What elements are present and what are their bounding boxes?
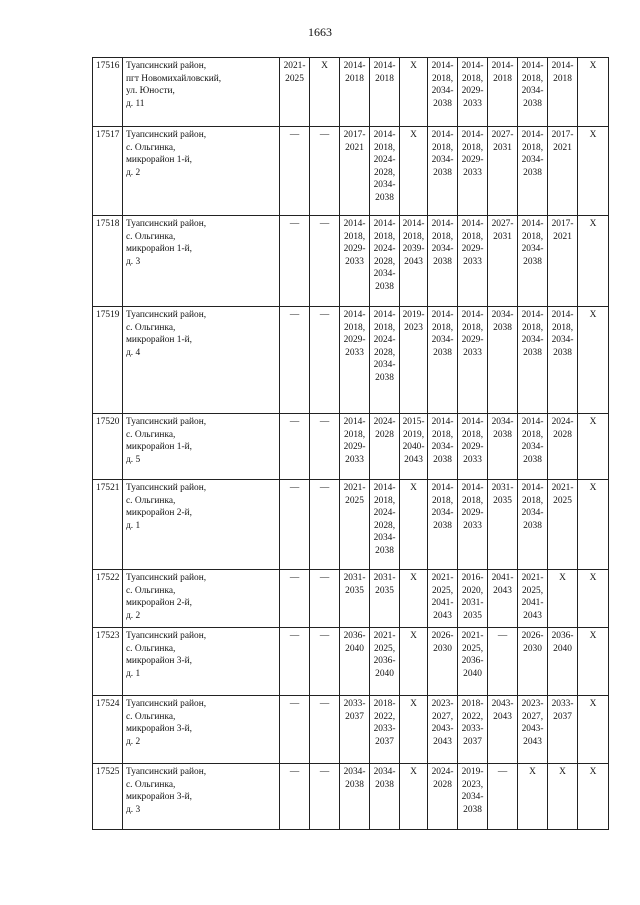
- period-cell: [458, 570, 488, 628]
- address-text: Туапсинский район, пгт Новомихайловский, ул. Юности, д. 11: [126, 61, 222, 109]
- period-text: —: [319, 417, 330, 427]
- period-cell: [370, 764, 400, 830]
- period-text: 2018- 2022, 2033- 2037: [373, 699, 396, 747]
- period-cell: [458, 307, 488, 414]
- period-text: 2014- 2018, 2034- 2038: [431, 61, 454, 109]
- period-text: 2026- 2030: [431, 631, 454, 654]
- period-text: 2014- 2018, 2034- 2038: [521, 219, 544, 267]
- period-cell: [548, 414, 578, 480]
- period-text: 2021- 2025, 2036- 2040: [373, 631, 396, 679]
- period-cell: [578, 216, 609, 307]
- period-text: 2014- 2018, 2024- 2028, 2034- 2038: [373, 310, 396, 383]
- period-cell: [340, 696, 370, 764]
- table-row: [93, 414, 609, 480]
- period-cell: [488, 696, 518, 764]
- address-cell: [123, 570, 280, 628]
- period-text: 2014- 2018, 2029- 2033: [461, 130, 484, 178]
- period-text: —: [289, 573, 300, 583]
- period-text: 2014- 2018, 2029- 2033: [461, 417, 484, 465]
- period-cell: [340, 58, 370, 127]
- period-cell: [370, 570, 400, 628]
- period-cell: [578, 414, 609, 480]
- period-text: 2016- 2020, 2031- 2035: [461, 573, 484, 621]
- period-cell: [518, 628, 548, 696]
- period-cell: [340, 127, 370, 216]
- period-cell: [310, 480, 340, 570]
- period-cell: [518, 764, 548, 830]
- period-text: 2014- 2018, 2034- 2038: [431, 219, 454, 267]
- period-text: X: [589, 631, 597, 641]
- period-text: X: [589, 130, 597, 140]
- period-text: 2021- 2025, 2036- 2040: [461, 631, 484, 679]
- period-text: 2031- 2035: [491, 483, 514, 506]
- period-cell: [488, 628, 518, 696]
- period-text: 2014- 2018, 2034- 2038: [521, 61, 544, 109]
- row-number: 17521: [93, 480, 123, 570]
- period-text: 2019- 2023: [402, 310, 425, 333]
- period-text: —: [289, 417, 300, 427]
- period-text: 2021- 2025, 2041- 2043: [431, 573, 454, 621]
- period-text: 2017- 2021: [551, 219, 574, 242]
- period-text: —: [289, 310, 300, 320]
- period-text: X: [589, 767, 597, 777]
- period-cell: [488, 216, 518, 307]
- address-cell: [123, 58, 280, 127]
- period-text: 2017- 2021: [343, 130, 366, 153]
- period-text: 2014- 2018, 2029- 2033: [343, 417, 366, 465]
- address-text: Туапсинский район, с. Ольгинка, микрорайон 2-й, д. 1: [126, 483, 207, 531]
- period-text: 2014- 2018, 2034- 2038: [431, 310, 454, 358]
- period-text: 2036- 2040: [343, 631, 366, 654]
- period-cell: [458, 216, 488, 307]
- row-number: 17524: [93, 696, 123, 764]
- period-text: 2033- 2037: [551, 699, 574, 722]
- period-cell: [400, 58, 428, 127]
- period-text: —: [319, 219, 330, 229]
- address-cell: [123, 696, 280, 764]
- period-cell: [310, 307, 340, 414]
- period-text: 2036- 2040: [551, 631, 574, 654]
- address-cell: [123, 480, 280, 570]
- period-cell: [548, 127, 578, 216]
- period-cell: [310, 58, 340, 127]
- table-row: [93, 216, 609, 307]
- period-cell: [548, 628, 578, 696]
- period-cell: [548, 58, 578, 127]
- row-number: 17517: [93, 127, 123, 216]
- address-text: Туапсинский район, с. Ольгинка, микрорайон 1-й, д. 4: [126, 310, 207, 358]
- period-cell: [428, 414, 458, 480]
- period-text: 2014- 2018: [373, 61, 396, 84]
- period-cell: [488, 127, 518, 216]
- period-text: X: [589, 61, 597, 71]
- period-cell: [370, 480, 400, 570]
- period-text: 2014- 2018, 2024- 2028, 2034- 2038: [373, 130, 396, 203]
- period-text: 2014- 2018, 2029- 2033: [461, 61, 484, 109]
- period-cell: [340, 307, 370, 414]
- period-cell: [370, 414, 400, 480]
- period-text: 2014- 2018, 2034- 2038: [521, 483, 544, 531]
- address-text: Туапсинский район, с. Ольгинка, микрорайон 3-й, д. 2: [126, 699, 207, 747]
- period-text: 2043- 2043: [491, 699, 514, 722]
- period-cell: [340, 764, 370, 830]
- period-cell: [428, 480, 458, 570]
- period-text: 2034- 2038: [491, 310, 514, 333]
- period-cell: [310, 570, 340, 628]
- period-cell: [280, 216, 310, 307]
- period-cell: [400, 414, 428, 480]
- period-text: —: [319, 483, 330, 493]
- period-text: 2021- 2025, 2041- 2043: [521, 573, 544, 621]
- period-text: 2034- 2038: [343, 767, 366, 790]
- period-text: —: [319, 767, 330, 777]
- period-cell: [370, 216, 400, 307]
- period-cell: [518, 696, 548, 764]
- period-cell: [428, 307, 458, 414]
- period-cell: [370, 307, 400, 414]
- period-cell: [428, 216, 458, 307]
- period-text: X: [410, 61, 417, 71]
- period-cell: [280, 764, 310, 830]
- period-text: X: [410, 483, 417, 493]
- period-cell: [578, 58, 609, 127]
- table-row: [93, 696, 609, 764]
- period-cell: [518, 480, 548, 570]
- period-text: —: [289, 130, 300, 140]
- period-text: 2026- 2030: [521, 631, 544, 654]
- period-cell: [310, 628, 340, 696]
- period-text: 2014- 2018: [343, 61, 366, 84]
- address-cell: [123, 628, 280, 696]
- period-text: X: [589, 573, 597, 583]
- address-text: Туапсинский район, с. Ольгинка, микрорайон 2-й, д. 2: [126, 573, 207, 621]
- period-cell: [518, 127, 548, 216]
- period-cell: [518, 570, 548, 628]
- period-cell: [518, 414, 548, 480]
- row-number: 17519: [93, 307, 123, 414]
- period-text: —: [319, 573, 330, 583]
- period-cell: [458, 414, 488, 480]
- period-cell: [488, 764, 518, 830]
- period-cell: [340, 216, 370, 307]
- period-cell: [488, 58, 518, 127]
- period-cell: [548, 696, 578, 764]
- period-cell: [578, 764, 609, 830]
- address-cell: [123, 764, 280, 830]
- period-cell: [340, 480, 370, 570]
- period-text: 2018- 2022, 2033- 2037: [461, 699, 484, 747]
- period-cell: [428, 764, 458, 830]
- period-cell: [280, 58, 310, 127]
- period-text: —: [289, 483, 300, 493]
- period-cell: [518, 58, 548, 127]
- period-cell: [578, 696, 609, 764]
- schedule-table: [92, 57, 609, 830]
- address-text: Туапсинский район, с. Ольгинка, микрорайон 1-й, д. 2: [126, 130, 207, 178]
- period-cell: [400, 764, 428, 830]
- address-cell: [123, 127, 280, 216]
- period-text: 2021- 2025: [551, 483, 574, 506]
- period-text: 2014- 2018, 2029- 2033: [343, 310, 366, 358]
- period-cell: [280, 480, 310, 570]
- period-text: 2021- 2025: [283, 61, 306, 84]
- period-text: X: [589, 699, 597, 709]
- period-text: 2024- 2028: [431, 767, 454, 790]
- period-cell: [548, 764, 578, 830]
- table-row: [93, 764, 609, 830]
- period-cell: [548, 480, 578, 570]
- period-cell: [400, 480, 428, 570]
- period-cell: [310, 414, 340, 480]
- period-text: X: [589, 417, 597, 427]
- period-text: X: [410, 767, 417, 777]
- period-cell: [340, 628, 370, 696]
- period-text: 2014- 2018, 2024- 2028, 2034- 2038: [373, 219, 396, 292]
- period-text: X: [559, 767, 566, 777]
- period-cell: [428, 628, 458, 696]
- period-cell: [280, 307, 310, 414]
- table-row: [93, 570, 609, 628]
- period-cell: [488, 414, 518, 480]
- period-text: 2014- 2018, 2029- 2033: [461, 483, 484, 531]
- period-cell: [518, 307, 548, 414]
- period-cell: [458, 480, 488, 570]
- period-text: 2024- 2028: [373, 417, 396, 440]
- period-text: —: [289, 767, 300, 777]
- address-text: Туапсинский район, с. Ольгинка, микрорайон 1-й, д. 5: [126, 417, 207, 465]
- period-text: 2024- 2028: [551, 417, 574, 440]
- period-text: X: [410, 130, 417, 140]
- period-cell: [578, 628, 609, 696]
- period-text: —: [319, 130, 330, 140]
- period-cell: [400, 307, 428, 414]
- period-cell: [340, 414, 370, 480]
- period-text: —: [289, 699, 300, 709]
- period-text: 2023- 2027, 2043- 2043: [521, 699, 544, 747]
- period-text: 2034- 2038: [373, 767, 396, 790]
- period-text: 2034- 2038: [491, 417, 514, 440]
- period-cell: [370, 696, 400, 764]
- period-text: 2021- 2025: [343, 483, 366, 506]
- period-cell: [578, 570, 609, 628]
- period-text: 2027- 2031: [491, 130, 514, 153]
- address-text: Туапсинский район, с. Ольгинка, микрорайон 3-й, д. 1: [126, 631, 207, 679]
- period-text: 2031- 2035: [373, 573, 396, 596]
- period-cell: [370, 58, 400, 127]
- table-row: [93, 628, 609, 696]
- period-text: 2014- 2018, 2029- 2033: [461, 310, 484, 358]
- period-cell: [428, 696, 458, 764]
- table-row: [93, 307, 609, 414]
- period-cell: [488, 480, 518, 570]
- period-text: —: [319, 631, 330, 641]
- period-cell: [280, 696, 310, 764]
- period-text: —: [289, 631, 300, 641]
- period-text: —: [289, 219, 300, 229]
- period-text: 2014- 2018, 2034- 2038: [431, 417, 454, 465]
- period-cell: [400, 628, 428, 696]
- period-cell: [578, 307, 609, 414]
- row-number: 17520: [93, 414, 123, 480]
- period-cell: [310, 696, 340, 764]
- period-text: X: [410, 699, 417, 709]
- period-cell: [428, 58, 458, 127]
- period-text: 2027- 2031: [491, 219, 514, 242]
- period-cell: [400, 216, 428, 307]
- period-cell: [280, 628, 310, 696]
- period-text: —: [319, 310, 330, 320]
- period-text: 2014- 2018, 2034- 2038: [521, 310, 544, 358]
- period-cell: [310, 216, 340, 307]
- address-cell: [123, 216, 280, 307]
- period-text: 2014- 2018, 2029- 2033: [461, 219, 484, 267]
- period-text: 2014- 2018, 2034- 2038: [551, 310, 574, 358]
- period-cell: [458, 628, 488, 696]
- period-text: X: [589, 483, 597, 493]
- period-text: 2014- 2018, 2024- 2028, 2034- 2038: [373, 483, 396, 556]
- period-text: X: [410, 573, 417, 583]
- table-row: [93, 58, 609, 127]
- period-cell: [488, 570, 518, 628]
- period-cell: [578, 127, 609, 216]
- period-text: 2023- 2027, 2043- 2043: [431, 699, 454, 747]
- period-cell: [280, 127, 310, 216]
- period-cell: [458, 127, 488, 216]
- period-text: 2014- 2018, 2034- 2038: [521, 130, 544, 178]
- address-text: Туапсинский район, с. Ольгинка, микрорайон 1-й, д. 3: [126, 219, 207, 267]
- address-cell: [123, 307, 280, 414]
- period-text: 2019- 2023, 2034- 2038: [461, 767, 484, 815]
- period-cell: [400, 570, 428, 628]
- period-text: X: [321, 61, 328, 71]
- period-cell: [548, 307, 578, 414]
- address-text: Туапсинский район, с. Ольгинка, микрорайон 3-й, д. 3: [126, 767, 207, 815]
- period-text: 2014- 2018: [491, 61, 514, 84]
- period-text: 2015- 2019, 2040- 2043: [402, 417, 425, 465]
- page-number: 1663: [308, 25, 332, 39]
- period-cell: [310, 764, 340, 830]
- period-cell: [340, 570, 370, 628]
- period-text: 2014- 2018, 2034- 2038: [521, 417, 544, 465]
- table-row: [93, 480, 609, 570]
- period-cell: [428, 570, 458, 628]
- period-text: X: [589, 310, 597, 320]
- period-text: —: [497, 767, 508, 777]
- period-text: 2014- 2018: [551, 61, 574, 84]
- period-text: X: [589, 219, 597, 229]
- period-cell: [370, 127, 400, 216]
- table-row: [93, 127, 609, 216]
- period-text: —: [497, 631, 508, 641]
- period-cell: [280, 414, 310, 480]
- period-cell: [400, 127, 428, 216]
- row-number: 17518: [93, 216, 123, 307]
- period-cell: [578, 480, 609, 570]
- period-cell: [458, 58, 488, 127]
- row-number: 17525: [93, 764, 123, 830]
- period-cell: [488, 307, 518, 414]
- period-cell: [428, 127, 458, 216]
- period-cell: [518, 216, 548, 307]
- row-number: 17523: [93, 628, 123, 696]
- period-text: X: [529, 767, 536, 777]
- period-text: 2014- 2018, 2034- 2038: [431, 130, 454, 178]
- period-text: X: [559, 573, 566, 583]
- address-cell: [123, 414, 280, 480]
- period-text: 2017- 2021: [551, 130, 574, 153]
- row-number: 17522: [93, 570, 123, 628]
- period-text: X: [410, 631, 417, 641]
- period-cell: [310, 127, 340, 216]
- period-cell: [280, 570, 310, 628]
- period-text: 2041- 2043: [491, 573, 514, 596]
- period-text: 2031- 2035: [343, 573, 366, 596]
- period-cell: [370, 628, 400, 696]
- period-cell: [400, 696, 428, 764]
- period-cell: [458, 696, 488, 764]
- row-number: 17516: [93, 58, 123, 127]
- period-cell: [548, 570, 578, 628]
- period-text: 2014- 2018, 2029- 2033: [343, 219, 366, 267]
- period-cell: [458, 764, 488, 830]
- period-text: 2033- 2037: [343, 699, 366, 722]
- period-text: —: [319, 699, 330, 709]
- period-text: 2014- 2018, 2034- 2038: [431, 483, 454, 531]
- period-cell: [548, 216, 578, 307]
- period-text: 2014- 2018, 2039- 2043: [402, 219, 425, 267]
